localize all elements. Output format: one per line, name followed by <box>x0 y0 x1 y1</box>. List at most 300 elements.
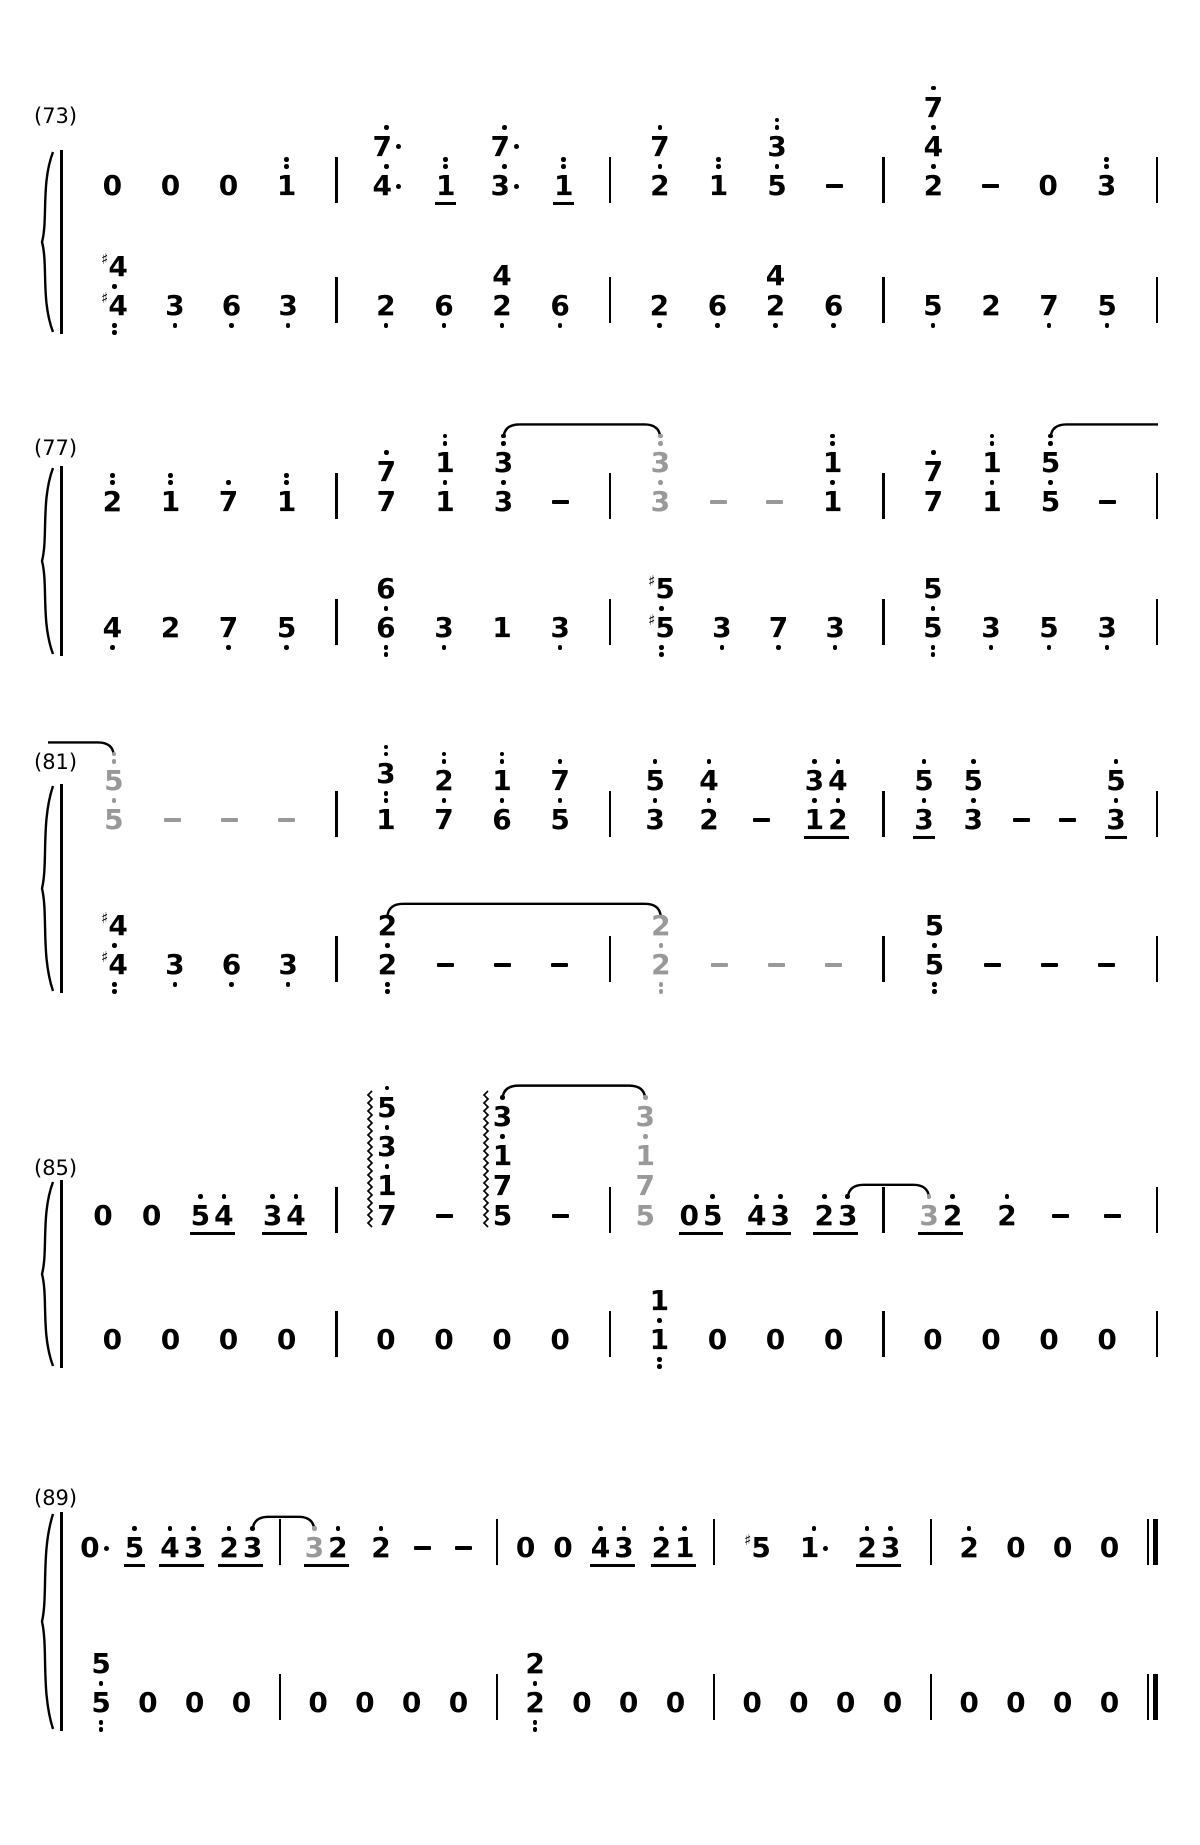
octave-dots <box>833 644 838 651</box>
dash-note <box>1041 950 1058 995</box>
octave-dot <box>385 982 390 987</box>
note-stack <box>770 1192 789 1246</box>
beat <box>165 950 184 995</box>
note-stack <box>1006 1688 1025 1733</box>
note-stack <box>591 1524 610 1578</box>
note-digit: 1 <box>435 169 456 202</box>
beat <box>101 908 128 995</box>
beat <box>308 1688 327 1733</box>
note-stack <box>355 1688 374 1733</box>
note-digit: 0 <box>231 1686 252 1719</box>
beat <box>619 1688 638 1733</box>
beat <box>125 1524 144 1578</box>
beat <box>377 1083 396 1246</box>
note-cell <box>376 1325 395 1370</box>
duration-dash <box>551 963 568 967</box>
octave-dot <box>384 606 389 611</box>
note-stack <box>161 471 180 532</box>
note-stack <box>943 1192 962 1246</box>
beat <box>1041 950 1058 995</box>
note-digit: 2 <box>219 1531 239 1564</box>
beat <box>278 291 297 336</box>
note-figure <box>768 950 785 980</box>
beam-underline <box>124 1564 145 1567</box>
note-stack <box>823 431 842 532</box>
note-cell <box>434 613 453 658</box>
octave-dot <box>990 480 995 485</box>
beat <box>219 478 238 532</box>
note-stack <box>572 1688 591 1733</box>
note-digit: 1 <box>822 485 843 518</box>
augmentation-dot <box>514 144 519 149</box>
beam-underline <box>304 1564 349 1567</box>
beat <box>305 1524 348 1578</box>
note-cell <box>650 291 669 336</box>
note-digit: 3 <box>493 485 514 518</box>
note-figure <box>434 805 453 835</box>
note <box>1039 613 1058 658</box>
note-figure <box>278 805 295 835</box>
octave-dot <box>830 441 835 446</box>
note-stack <box>1053 1533 1072 1578</box>
rest-note <box>402 1688 421 1733</box>
note-figure <box>914 763 934 797</box>
note <box>800 1524 828 1578</box>
beat <box>699 757 718 850</box>
octave-dot <box>336 1526 341 1531</box>
note-figure <box>959 1688 978 1718</box>
note-figure <box>1053 1688 1072 1718</box>
beat <box>836 1688 855 1733</box>
note-digit: 3 <box>262 1199 283 1232</box>
beam-underline <box>746 1232 791 1235</box>
note-cell <box>551 950 568 995</box>
duration-dash <box>753 818 770 822</box>
note-digit: 2 <box>376 289 396 322</box>
octave-dot <box>1104 164 1109 169</box>
beat <box>161 471 180 532</box>
note-cell <box>277 613 296 658</box>
note-digit: 0 <box>835 1686 856 1719</box>
octave-dot <box>229 982 234 987</box>
note-cell <box>857 1524 876 1578</box>
note-figure <box>651 487 670 517</box>
note-figure <box>825 950 842 980</box>
note-stack <box>436 1201 453 1246</box>
octave-dot <box>658 164 663 169</box>
note-digit: 3 <box>183 1531 204 1564</box>
note-figure <box>455 1533 472 1563</box>
rest-note <box>1006 1688 1025 1733</box>
below-octave-row <box>773 321 778 336</box>
note-digit: 5 <box>190 1199 211 1232</box>
beat <box>825 950 842 995</box>
note-cell <box>768 950 785 995</box>
duration-dash <box>1104 1214 1121 1218</box>
octave-dots <box>830 432 835 446</box>
beat <box>525 1646 545 1733</box>
note-figure <box>1052 1201 1069 1231</box>
beat <box>377 448 396 532</box>
beat <box>1099 487 1116 532</box>
rest-note <box>824 1325 843 1370</box>
beam-underline <box>590 1564 635 1567</box>
note-digit: 0 <box>160 1323 181 1356</box>
below-octave-row <box>931 643 936 658</box>
octave-dot <box>99 1681 104 1686</box>
note-stack <box>435 431 454 532</box>
note-figure <box>492 291 511 321</box>
note-digit: 6 <box>823 289 844 322</box>
note-figure <box>493 1201 512 1231</box>
note-cell <box>1039 613 1058 658</box>
note-cell <box>277 1325 296 1370</box>
octave-dot <box>226 645 231 650</box>
beat <box>80 1533 108 1578</box>
note-digit: 3 <box>1096 169 1117 202</box>
below-octave-row <box>442 321 447 336</box>
note <box>328 1524 347 1578</box>
note-figure <box>923 571 943 605</box>
beat <box>138 1688 157 1733</box>
beam-underline <box>553 202 574 205</box>
note-cell <box>328 1524 347 1578</box>
note-digit: 1 <box>708 169 729 202</box>
note-digit: 0 <box>184 1686 205 1719</box>
beat <box>1106 757 1125 850</box>
beat <box>767 115 786 216</box>
note-digit: 3 <box>1106 803 1126 836</box>
below-octave-row <box>384 321 389 336</box>
note-digit: 2 <box>525 1686 545 1719</box>
beat <box>650 291 669 336</box>
chord <box>377 448 396 532</box>
note-stack <box>708 1325 727 1370</box>
beat <box>449 1688 468 1733</box>
note-cell <box>165 291 184 336</box>
end-barline <box>1156 791 1159 837</box>
note <box>651 478 670 532</box>
note <box>838 1192 857 1246</box>
measure <box>498 1646 713 1733</box>
note-stack <box>232 1688 251 1733</box>
note <box>554 155 573 216</box>
octave-dots <box>657 1356 662 1370</box>
note <box>636 1201 655 1246</box>
beat <box>221 805 238 850</box>
rest-note <box>355 1688 374 1733</box>
system-brace <box>34 1180 58 1368</box>
note-figure <box>550 291 569 321</box>
octave-dot <box>384 798 389 803</box>
note-cell <box>232 1688 251 1733</box>
note-figure <box>789 1688 808 1718</box>
note-stack <box>222 950 241 995</box>
note-figure <box>372 129 401 163</box>
octave-dot <box>443 164 448 169</box>
note <box>923 613 942 658</box>
note-figure <box>744 1533 771 1563</box>
beat <box>1039 613 1058 658</box>
augmentation-dot <box>104 1546 109 1551</box>
dash-note <box>1104 1201 1121 1246</box>
note-stack <box>80 1533 108 1578</box>
note-digit: 0 <box>679 1199 699 1232</box>
note-digit: 6 <box>550 289 570 322</box>
thin-bar <box>1147 1519 1150 1565</box>
dash-note <box>1013 805 1030 850</box>
beat <box>376 291 395 336</box>
beat <box>104 749 123 850</box>
note <box>550 757 569 796</box>
chord <box>649 1283 670 1370</box>
note-digit: 7 <box>650 129 670 163</box>
note-stack <box>550 1325 569 1370</box>
note <box>650 162 669 216</box>
measure <box>885 83 1156 216</box>
note-digit: 1 <box>822 445 843 479</box>
measure <box>611 1283 882 1370</box>
note <box>914 796 933 850</box>
note-figure <box>185 1688 204 1718</box>
beat <box>434 1325 453 1370</box>
duration-dash <box>768 963 785 967</box>
note-stack <box>924 908 945 995</box>
rest-note <box>572 1688 591 1733</box>
note-figure <box>161 1325 180 1355</box>
beat <box>1038 171 1057 216</box>
note-digit: 0 <box>434 1323 454 1356</box>
octave-dot <box>927 1194 932 1199</box>
octave-dot <box>812 1526 817 1531</box>
octave-dot <box>379 1526 384 1531</box>
octave-dot <box>442 645 447 650</box>
note-digit: 2 <box>765 289 786 322</box>
note-cell <box>1100 1533 1119 1578</box>
note-stack <box>185 1688 204 1733</box>
note-cell <box>552 1201 569 1246</box>
note <box>434 291 453 336</box>
note-digit: 3 <box>550 611 570 644</box>
note-digit: 7 <box>490 129 510 163</box>
chord <box>550 757 569 850</box>
note-stack <box>766 487 783 532</box>
note-figure <box>1099 487 1116 517</box>
octave-dot <box>500 1095 505 1100</box>
note-digit: 0 <box>141 1199 162 1232</box>
note-cell <box>1006 1688 1025 1733</box>
beam-underline <box>435 202 456 205</box>
note <box>377 908 398 950</box>
note-digit: 0 <box>1039 1323 1059 1356</box>
left-hand-line <box>64 538 1158 658</box>
note-figure <box>525 1688 544 1718</box>
note-figure <box>838 1201 857 1231</box>
beat <box>103 613 122 658</box>
note-stack <box>919 1192 938 1246</box>
note-cell <box>825 950 842 995</box>
octave-dot <box>99 1727 104 1732</box>
note <box>828 757 847 796</box>
note-stack <box>376 742 395 850</box>
note-cell <box>766 1325 785 1370</box>
note-cell <box>161 1325 180 1370</box>
note-stack <box>703 1192 722 1246</box>
beat <box>553 1533 572 1578</box>
note-stack <box>883 1688 902 1733</box>
note-cell <box>371 1524 390 1578</box>
note <box>675 1524 694 1578</box>
note-stack <box>825 613 844 658</box>
note-figure <box>104 805 123 835</box>
note-stack <box>219 1524 238 1578</box>
note-cell <box>219 1325 238 1370</box>
note-figure <box>232 1688 251 1718</box>
octave-dot <box>502 125 507 130</box>
note-figure <box>619 1688 638 1718</box>
beat <box>222 291 241 336</box>
note-figure <box>708 1325 727 1355</box>
end-barline <box>1156 599 1159 645</box>
chord <box>104 749 123 850</box>
beam-underline <box>190 1232 235 1235</box>
beat <box>1053 1688 1072 1733</box>
beat <box>744 1533 771 1578</box>
note-stack <box>494 950 511 995</box>
note-figure <box>554 171 573 201</box>
note <box>91 1646 111 1688</box>
measure-number-label: (73) <box>34 104 78 128</box>
rest-note <box>680 1201 699 1246</box>
note-figure <box>800 1533 828 1563</box>
measure <box>498 1524 713 1578</box>
note-digit: 1 <box>982 445 1002 479</box>
note-stack <box>103 613 122 658</box>
note-stack <box>494 431 513 532</box>
note-stack <box>161 1325 180 1370</box>
note <box>490 123 518 162</box>
octave-dots <box>286 322 291 329</box>
note-stack <box>923 571 943 658</box>
octave-dot <box>110 645 115 650</box>
note-stack <box>747 1192 766 1246</box>
beat <box>824 291 843 336</box>
note-figure <box>650 1325 669 1355</box>
note <box>492 749 511 795</box>
chord <box>492 749 511 850</box>
note <box>703 1192 722 1246</box>
octave-dot <box>284 164 289 169</box>
rest-note <box>232 1688 251 1733</box>
note-stack <box>649 1283 670 1370</box>
note-figure <box>490 129 518 163</box>
rest-note <box>923 1325 942 1370</box>
beat <box>551 950 568 995</box>
beat <box>766 261 785 336</box>
octave-dot <box>643 1134 648 1139</box>
note-stack <box>142 1201 161 1246</box>
beat <box>1097 613 1116 658</box>
note-stack <box>1041 950 1058 995</box>
note-stack <box>650 123 669 216</box>
note-figure <box>377 487 396 517</box>
note-cell <box>766 487 783 532</box>
end-barline <box>1156 157 1159 203</box>
note-digit: 4 <box>102 611 123 644</box>
octave-dot <box>598 1526 603 1531</box>
note-figure <box>981 291 1000 321</box>
note <box>1106 796 1125 850</box>
beat <box>919 1192 962 1246</box>
note-figure <box>552 487 569 517</box>
beam-underline <box>813 1232 858 1235</box>
note <box>767 162 786 216</box>
note-digit: 3 <box>804 763 825 797</box>
measure <box>611 431 882 532</box>
note-cell <box>550 291 569 336</box>
note <box>651 908 671 950</box>
dash-note <box>710 487 727 532</box>
note-stack <box>376 1325 395 1370</box>
rest-note <box>1097 1325 1116 1370</box>
note-figure <box>103 613 122 643</box>
beat <box>1059 805 1076 850</box>
note-stack <box>1097 1325 1116 1370</box>
below-octave-row <box>931 321 936 336</box>
note-digit: 5 <box>550 803 570 836</box>
note <box>648 571 675 613</box>
note-stack <box>1104 1201 1121 1246</box>
beat <box>219 1524 262 1578</box>
note-digit: 0 <box>492 1323 512 1356</box>
beat <box>636 1093 655 1246</box>
note <box>857 1524 876 1578</box>
note-digit: 1 <box>492 1139 513 1172</box>
note-cell <box>824 1325 843 1370</box>
note-digit: 3 <box>767 129 787 163</box>
below-octave-row <box>1105 643 1110 658</box>
measure <box>611 1093 882 1246</box>
note-digit: 0 <box>218 169 239 202</box>
beat <box>708 291 727 336</box>
below-octave-row <box>229 980 234 995</box>
note <box>101 291 128 336</box>
note-digit: 4 <box>765 259 786 292</box>
octave-dots <box>1105 644 1110 651</box>
octave-dot <box>168 480 173 485</box>
note-figure <box>492 1325 511 1355</box>
beat <box>981 291 1000 336</box>
chord <box>1041 431 1060 532</box>
octave-dot <box>501 441 506 446</box>
beat <box>1052 1201 1069 1246</box>
beat <box>232 1688 251 1733</box>
beam-underline <box>262 1232 307 1235</box>
beat <box>494 431 513 532</box>
octave-dots <box>284 472 289 486</box>
note-stack <box>164 805 181 850</box>
note-cell <box>222 950 241 995</box>
note-cell <box>355 1688 374 1733</box>
note <box>160 1524 179 1578</box>
note-stack <box>959 1688 978 1733</box>
octave-dot <box>754 1194 759 1199</box>
note-figure <box>142 1201 161 1231</box>
duration-dash <box>164 818 181 822</box>
note-figure <box>434 291 453 321</box>
note <box>924 908 945 950</box>
note <box>943 1192 962 1246</box>
